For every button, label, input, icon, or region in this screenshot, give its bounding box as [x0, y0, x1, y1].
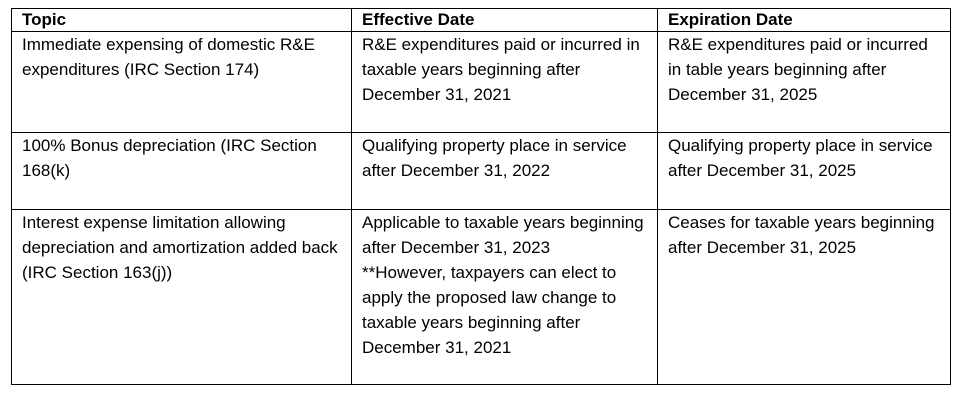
- cell-topic: 100% Bonus depreciation (IRC Section 168(k): [12, 133, 352, 210]
- table-row: [12, 210, 951, 385]
- cell-effective-date: R&E expenditures paid or incurred in taxable years beginning after December 31, 2021: [352, 32, 658, 133]
- effective-date-text: Applicable to taxable years beginning after December 31, 2023: [362, 213, 644, 257]
- cell-effective-date: [352, 210, 658, 385]
- header-expiration-date: Expiration Date: [658, 9, 951, 32]
- table-row: [12, 133, 951, 210]
- cell-expiration-date: Ceases for taxable years beginning after December 31, 2025: [658, 210, 951, 385]
- cell-expiration-date: R&E expenditures paid or incurred in table years beginning after December 31, 2025: [658, 32, 951, 133]
- effective-date-note: **However, taxpayers can elect to apply the proposed law change to taxable years beginning after December 31, 2021: [362, 263, 617, 357]
- cell-topic: Immediate expensing of domestic R&E expenditures (IRC Section 174): [12, 32, 352, 133]
- header-topic: Topic: [12, 9, 352, 32]
- table-row: [12, 32, 951, 133]
- header-row: [12, 9, 951, 32]
- law-changes-table: [11, 8, 951, 385]
- header-effective-date: Effective Date: [352, 9, 658, 32]
- cell-topic: Interest expense limitation allowing depreciation and amortization added back (IRC Section 163(j)): [12, 210, 352, 385]
- cell-effective-date: Qualifying property place in service after December 31, 2022: [352, 133, 658, 210]
- cell-expiration-date: Qualifying property place in service after December 31, 2025: [658, 133, 951, 210]
